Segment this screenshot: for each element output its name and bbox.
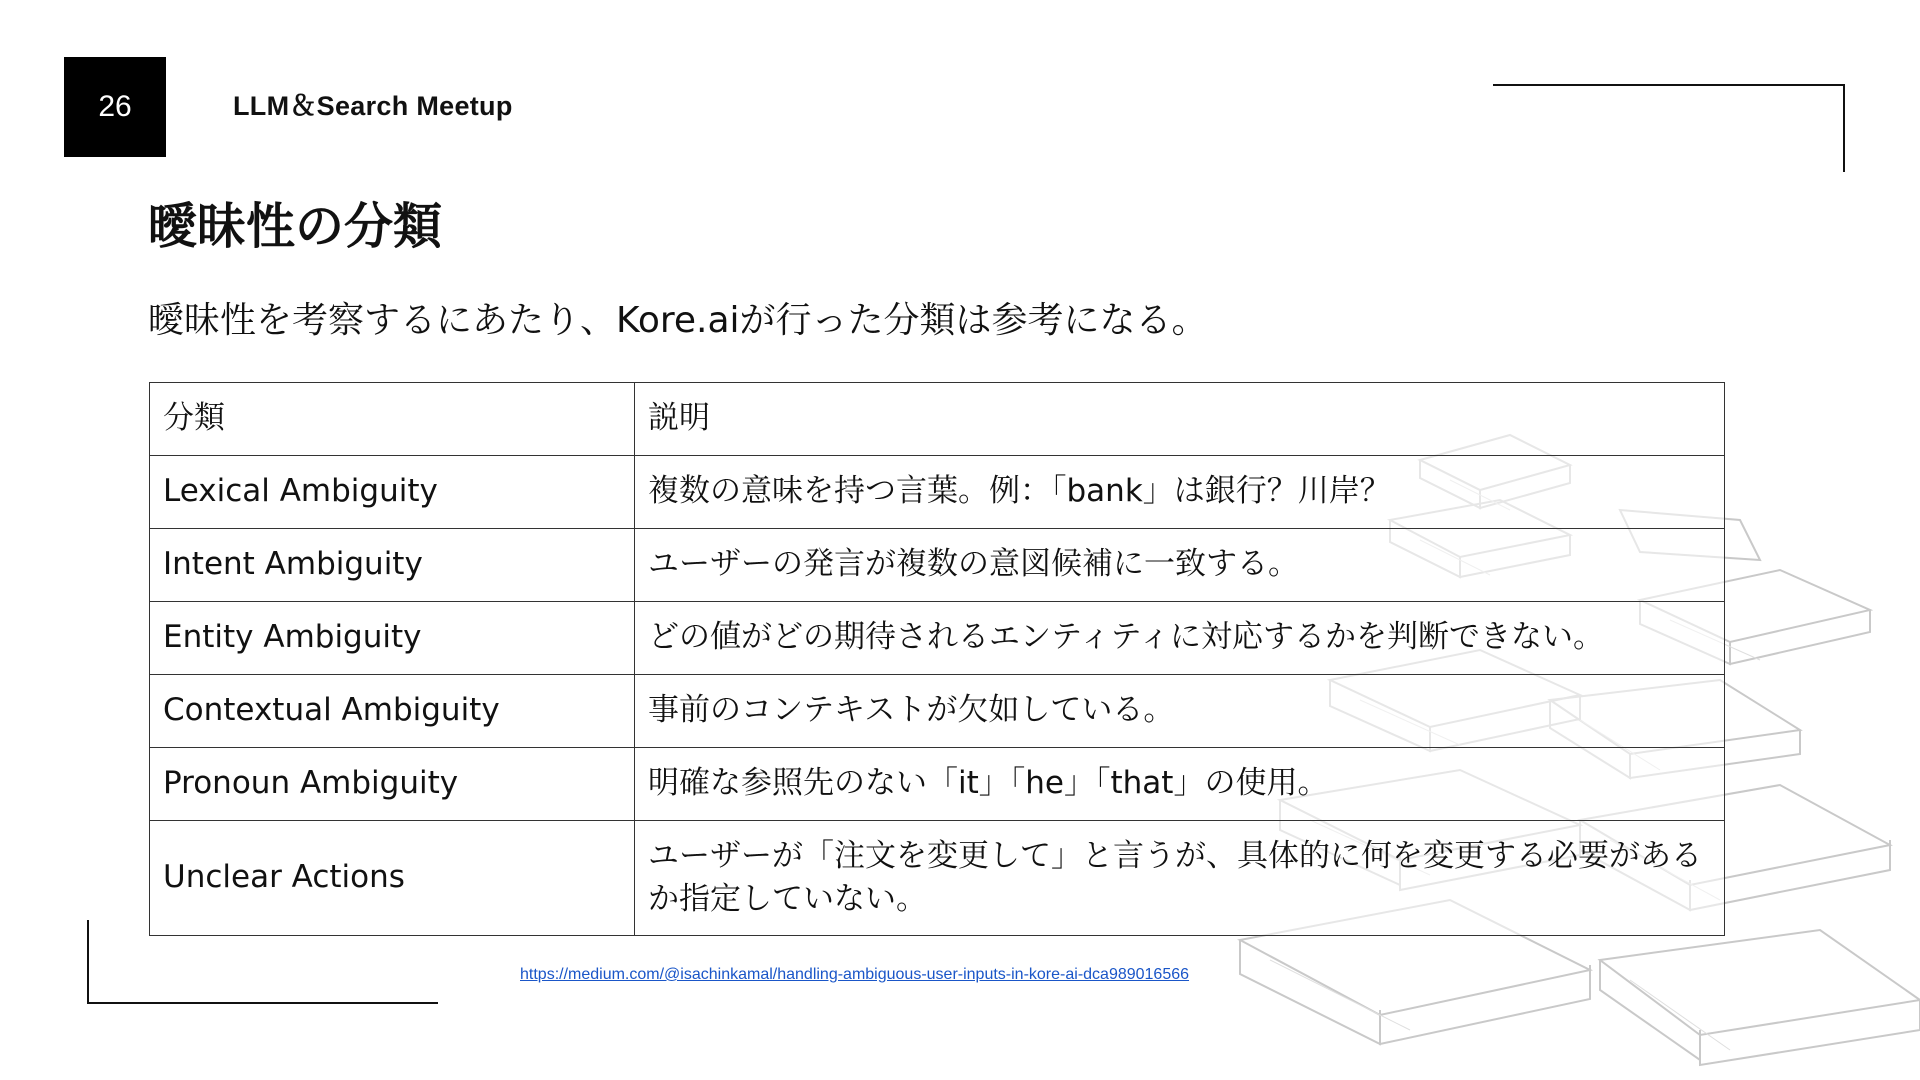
description-cell: どの値がどの期待されるエンティティに対応するかを判断できない。 <box>635 602 1725 675</box>
page-number: 26 <box>98 90 132 123</box>
corner-frame-top-right <box>1493 84 1845 86</box>
category-cell: Unclear Actions <box>150 821 635 936</box>
description-cell: ユーザーが「注文を変更して」と言うが、具体的に何を変更する必要があるか指定していない。 <box>635 821 1725 936</box>
table-row <box>150 675 1725 748</box>
category-cell: Entity Ambiguity <box>150 602 635 675</box>
corner-frame-top-right-vertical <box>1843 84 1845 172</box>
source-link[interactable]: https://medium.com/@isachinkamal/handling-ambiguous-user-inputs-in-kore-ai-dca989016566 <box>520 966 1190 983</box>
category-cell: Lexical Ambiguity <box>150 456 635 529</box>
corner-frame-bottom-left <box>87 1002 438 1004</box>
table-row <box>150 456 1725 529</box>
category-cell: Contextual Ambiguity <box>150 675 635 748</box>
column-header-description: 説明 <box>635 383 1725 456</box>
corner-frame-bottom-left-vertical <box>87 920 89 1004</box>
description-cell: 明確な参照先のない「it」「he」「that」の使用。 <box>635 748 1725 821</box>
slide-title: 曖昧性の分類 <box>148 198 443 255</box>
intro-text: 曖昧性を考察するにあたり、Kore.aiが行った分類は参考になる。 <box>148 300 1208 341</box>
table-row <box>150 748 1725 821</box>
ambiguity-table <box>149 382 1725 936</box>
description-cell: 複数の意味を持つ言葉。例：「bank」は銀行？川岸？ <box>635 456 1725 529</box>
table-header-row <box>150 383 1725 456</box>
table-row <box>150 602 1725 675</box>
category-cell: Intent Ambiguity <box>150 529 635 602</box>
description-cell: 事前のコンテキストが欠如している。 <box>635 675 1725 748</box>
table-row <box>150 821 1725 936</box>
page-number-badge <box>64 57 166 157</box>
table-row <box>150 529 1725 602</box>
category-cell: Pronoun Ambiguity <box>150 748 635 821</box>
event-name: LLM＆Search Meetup <box>233 91 513 121</box>
ambiguity-table-container <box>149 382 1725 936</box>
description-cell: ユーザーの発言が複数の意図候補に一致する。 <box>635 529 1725 602</box>
column-header-category: 分類 <box>150 383 635 456</box>
